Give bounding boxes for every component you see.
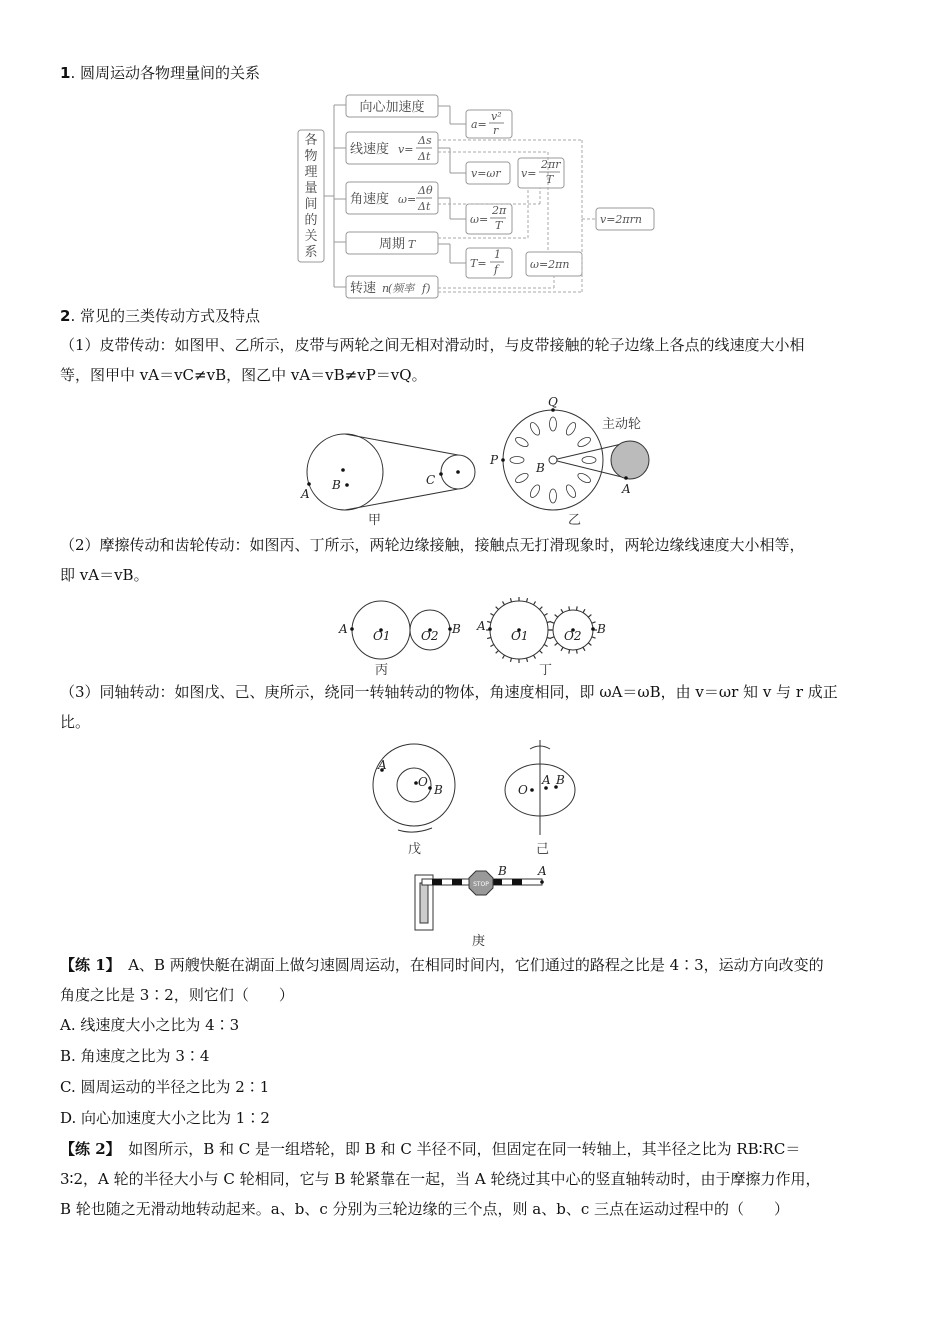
section1-number: 1 [60,64,71,82]
big-wheel [307,434,383,510]
svg-text:ω=: ω= [470,213,489,226]
svg-text:O1: O1 [511,629,529,643]
gear-tooth [588,615,591,618]
gear-tooth [544,614,547,616]
svg-text:A: A [538,864,547,878]
svg-text:A: A [378,758,387,772]
gear-tooth [510,658,511,662]
wheel-slot [550,417,557,431]
svg-text:各: 各 [304,133,318,148]
svg-text:v=ωr: v=ωr [471,167,501,180]
exercise1 [60,950,890,1010]
paragraph-belt [60,330,890,390]
wheel-slot [514,471,530,484]
wheel-slot [564,483,577,499]
exercise2-stem-line3: B 轮也随之无滑动地转动起来。a、b、c 分别为三轮边缘的三个点，则 a、b、c 三点在运动过程中的（ ） [60,1200,789,1218]
paragraph-friction [60,530,890,590]
svg-text:的: 的 [304,213,318,228]
svg-text:甲: 甲 [368,513,382,528]
svg-text:v=2πrn: v=2πrn [600,213,643,226]
gear-tooth [569,606,570,610]
gear-tooth [592,637,596,638]
section1-title: . 圆周运动各物理量间的关系 [70,64,260,82]
gear-tooth [510,598,511,602]
svg-text:A: A [301,487,310,501]
exercise1-stem-line1: A、B 两艘快艇在湖面上做匀速圆周运动，在相同时间内，它们通过的路程之比是 4∶3，运动方向改变的 [128,956,824,974]
section2-number: 2 [60,307,71,325]
gear-tooth [540,607,543,610]
svg-text:庚: 庚 [472,934,486,949]
svg-text:丁: 丁 [539,663,553,678]
svg-text:A: A [339,622,348,636]
svg-text:O: O [518,783,528,797]
svg-text:f: f [494,263,499,276]
gear-tooth [588,643,591,646]
paragraph-belt-line1: （1）皮带传动：如图甲、乙所示，皮带与两轮之间无相对滑动时，与皮带接触的轮子边缘上各点的线速度大小相 [60,336,805,354]
gear-tooth [540,651,543,654]
gear-tooth [490,614,493,616]
relation-diagram [290,92,660,302]
svg-text:Δt: Δt [418,200,431,213]
svg-text:角速度: 角速度 [350,192,390,207]
gear-tooth [503,655,505,658]
exercise1-option-c: C. 圆周运动的半径之比为 2∶1 [60,1078,270,1096]
gear-tooth [576,650,577,654]
gear-tooth [534,655,536,658]
paragraph-coaxial [60,677,890,737]
belt-figure [290,392,670,532]
gear-tooth [555,643,558,646]
svg-text:戊: 戊 [408,842,422,857]
svg-text:A: A [477,619,486,633]
svg-text:C: C [426,473,436,487]
gear-tooth [583,647,585,650]
svg-text:物: 物 [304,149,318,164]
svg-text:O1: O1 [373,629,391,643]
wheel-slot [582,457,596,464]
paragraph-friction-line1: （2）摩擦传动和齿轮传动：如图丙、丁所示，两轮边缘接触，接触点无打滑现象时，两轮边缘线速度大小相等， [60,536,805,554]
svg-text:A: A [622,482,631,496]
svg-text:P: P [490,453,499,467]
gear-tooth [527,598,528,602]
svg-text:2πr: 2πr [541,158,561,171]
svg-text:r: r [493,124,499,137]
svg-text:系: 系 [304,245,318,260]
svg-text:(频率: (频率 [388,282,415,295]
wheel-slot [576,435,592,448]
svg-text:a=: a= [471,118,487,131]
exercise2-tag: 【练 2】 [60,1140,114,1158]
exercise2-stem-line1: 如图所示，B 和 C 是一组塔轮，即 B 和 C 半径不同，但固定在同一转轴上，其半径之比为 RB∶RC＝ [128,1140,801,1158]
svg-text:B: B [434,783,443,797]
wheel-slot [564,421,577,437]
gear-tooth [569,650,570,654]
svg-text:T: T [546,173,554,186]
svg-text:ω=2πn: ω=2πn [530,258,570,271]
svg-text:T: T [408,238,416,251]
svg-text:1: 1 [494,248,501,261]
svg-text:A: A [542,773,551,787]
gear-tooth [583,609,585,612]
gear-tooth [550,622,554,623]
svg-text:Δt: Δt [418,150,431,163]
svg-text:B: B [498,864,507,878]
svg-text:主动轮: 主动轮 [602,417,642,432]
wheel-slot [514,435,530,448]
svg-text:B: B [556,773,565,787]
gear-tooth [534,601,536,604]
svg-text:量: 量 [304,181,318,196]
svg-text:向心加速度: 向心加速度 [359,100,425,115]
gear-tooth [496,651,499,654]
svg-text:2π: 2π [492,204,507,217]
svg-text:Q: Q [548,395,558,409]
paragraph-coaxial-line2: 比。 [60,713,91,731]
exercise1-stem-line2: 角度之比是 3∶2，则它们（ ） [60,986,294,1004]
svg-text:B: B [597,622,606,636]
gear-tooth [561,609,563,612]
svg-text:v²: v² [491,110,502,123]
svg-text:f): f) [422,282,431,295]
gear-tooth [544,645,547,647]
gear-tooth [561,647,563,650]
exercise1-tag: 【练 1】 [60,956,114,974]
exercise1-option-b: B. 角速度之比为 3∶4 [60,1047,210,1065]
svg-text:O2: O2 [421,629,439,643]
svg-text:周期: 周期 [378,237,406,252]
svg-text:转速: 转速 [350,281,377,296]
paragraph-coaxial-line1: （3）同轴转动：如图戊、己、庚所示，绕同一转轴转动的物体，角速度相同，即 ωA＝ωB，由 v＝ωr 知 v 与 r 成正 [60,683,838,701]
wheel-slot [576,471,592,484]
wheel-slot [550,489,557,503]
gear-tooth [487,638,491,639]
exercise1-option-d: D. 向心加速度大小之比为 1∶2 [60,1109,270,1127]
section1-heading [60,62,260,83]
svg-text:v=: v= [398,143,414,156]
svg-text:己: 己 [536,842,550,857]
svg-text:v=: v= [521,167,537,180]
exercise2 [60,1134,890,1224]
svg-text:理: 理 [304,165,318,180]
svg-text:STOP: STOP [473,881,489,888]
gear-tooth [592,622,596,623]
svg-text:B: B [536,461,545,475]
svg-text:B: B [452,622,461,636]
svg-text:T: T [495,219,503,232]
svg-text:间: 间 [304,197,318,212]
gear-tooth [550,637,554,638]
coaxial-figure [360,735,590,950]
svg-text:Δs: Δs [418,134,432,147]
svg-text:n: n [382,282,390,295]
paragraph-belt-line2: 等，图甲中 vA＝vC≠vB，图乙中 vA＝vB≠vP＝vQ。 [60,366,427,384]
svg-text:B: B [332,478,341,492]
wheel-slot [528,483,541,499]
svg-text:丙: 丙 [375,663,389,678]
wheel-slot [528,421,541,437]
gear-tooth [527,658,528,662]
svg-text:O: O [418,775,428,789]
gear-tooth [487,621,491,622]
gear-tooth [576,606,577,610]
wheel-slot [510,457,524,464]
friction-gear-figure [335,592,625,680]
svg-text:T=: T= [470,257,487,270]
gear-tooth [555,615,558,618]
gear-tooth [490,645,493,647]
exercise1-option-a: A. 线速度大小之比为 4∶3 [60,1016,240,1034]
svg-text:ω=: ω= [398,193,417,206]
section2-title: . 常见的三类传动方式及特点 [70,307,260,325]
svg-text:线速度: 线速度 [350,142,390,157]
svg-text:关: 关 [304,229,318,244]
paragraph-friction-line2: 即 vA＝vB。 [60,566,149,584]
gear-tooth [503,601,505,604]
svg-text:Δθ: Δθ [418,184,433,197]
svg-text:O2: O2 [564,629,582,643]
gear-tooth [496,607,499,610]
svg-text:乙: 乙 [568,513,582,528]
exercise2-stem-line2: 3∶2，A 轮的半径大小与 C 轮相同，它与 B 轮紧靠在一起，当 A 轮绕过其中心的竖直轴转动时，由于摩擦力作用， [60,1170,821,1188]
section2-heading [60,305,260,326]
driving-wheel [611,441,649,479]
